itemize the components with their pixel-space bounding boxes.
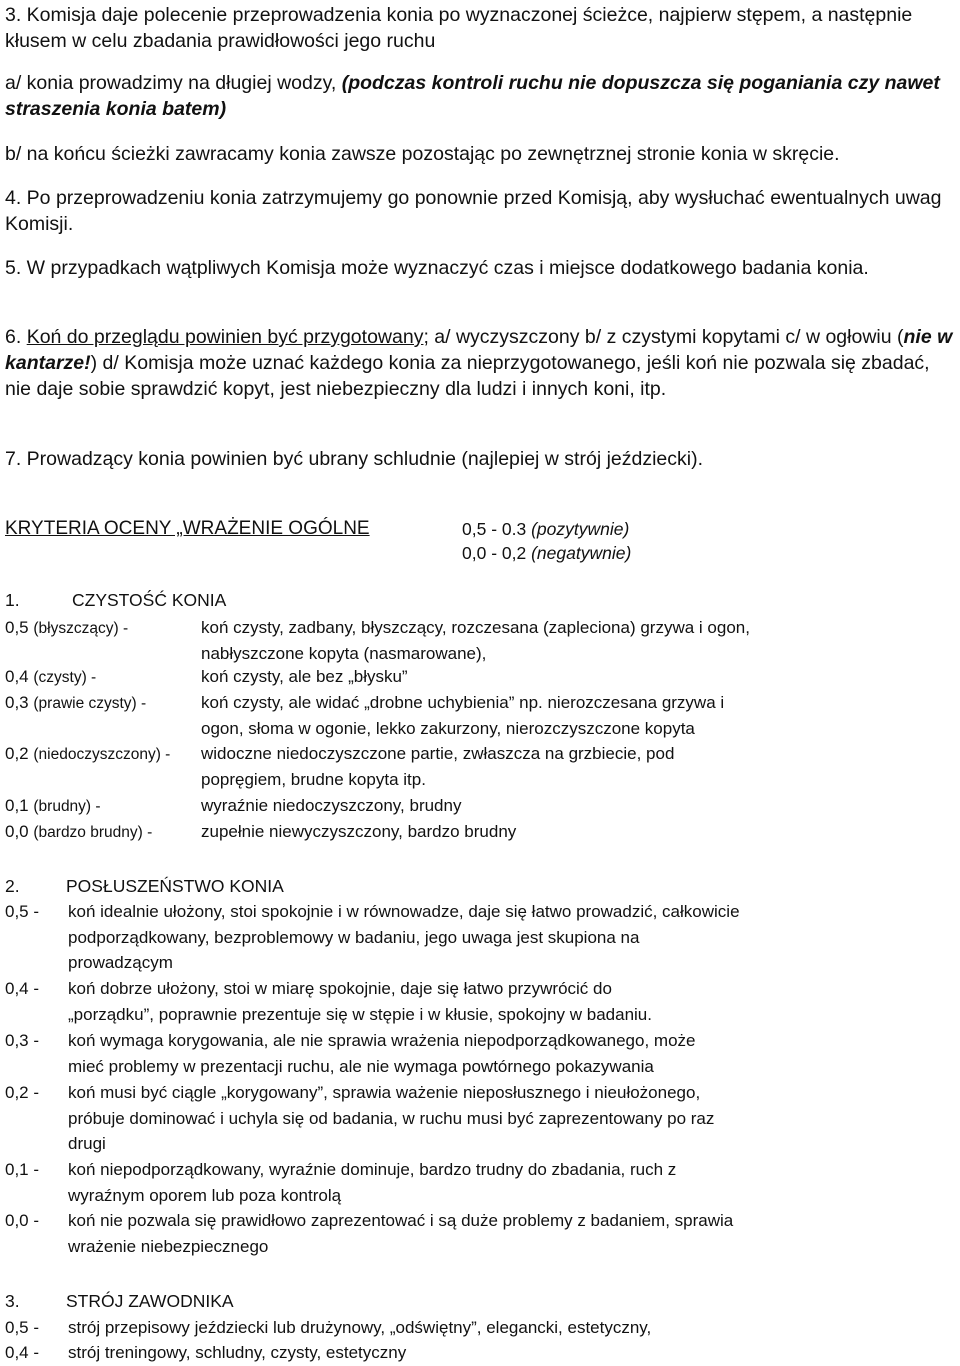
section-3-title: STRÓJ ZAWODNIKA [66, 1291, 234, 1311]
score-value: 0,5 - [5, 902, 40, 921]
score-label [5, 690, 146, 716]
score-description: podporządkowany, bezproblemowy w badaniu, jego uwaga jest skupiona na [68, 927, 640, 947]
section-1-title: CZYSTOŚĆ KONIA [72, 590, 227, 610]
score-description: strój przepisowy jeździecki lub drużynowy, „odświętny”, elegancki, estetyczny, [68, 1318, 652, 1337]
section-3-number: 3. [5, 1291, 20, 1311]
score-label [5, 664, 96, 690]
paragraph-6-rest: ) d/ Komisja może uznać każdego konia za nieprzygotowanego, jeśli koń nie pozwala się zbadać, nie daje sobie sprawdzić kopyt, jest niebezpieczny dla ludzi i innych koni, itp. [5, 352, 930, 400]
score-value: 0,3 - [5, 1031, 40, 1050]
score-description: nabłyszczone kopyta (nasmarowane), [201, 643, 487, 663]
score-value: 0,4 [5, 667, 29, 686]
score-label [5, 615, 128, 641]
score-qualifier: (prawie czysty) - [33, 695, 147, 712]
score-label [5, 741, 170, 767]
section-1-row [5, 615, 955, 666]
score-value: 0,0 - [5, 1211, 40, 1230]
section-2-row [5, 1080, 955, 1157]
score-description: wyraźnym oporem lub poza kontrolą [68, 1185, 342, 1205]
score-value: 0,4 - [5, 979, 40, 998]
score-value: 0,2 - [5, 1083, 40, 1102]
score-value: 0,4 - [5, 1343, 40, 1362]
criteria-positive-range: 0,5 - 0.3 [462, 519, 527, 539]
paragraph-3: 3. Komisja daje polecenie przeprowadzenia konia po wyznaczonej ścieżce, najpierw stępem, a następnie kłusem w celu zbadania prawidłowości jego ruchu [5, 4, 913, 52]
score-label [5, 819, 152, 845]
score-description: koń niepodporządkowany, wyraźnie dominuje, bardzo trudny do zbadania, ruch z [68, 1160, 677, 1179]
score-qualifier: (błyszczący) - [33, 620, 129, 637]
score-description: mieć problemy w prezentacji ruchu, ale nie wymaga powtórnego pokazywania [68, 1056, 654, 1076]
score-description: koń czysty, ale bez „błysku” [201, 667, 408, 686]
score-description: koń wymaga korygowania, ale nie sprawia wrażenia niepodporządkowanego, może [68, 1031, 696, 1050]
score-value: 0,3 [5, 693, 29, 712]
section-2-row [5, 1028, 955, 1079]
paragraph-6-underlined: Koń do przeglądu powinien być przygotowany [26, 326, 424, 348]
section-2-row [5, 1157, 955, 1208]
score-description: wrażenie niebezpiecznego [68, 1236, 269, 1256]
paragraph-5: 5. W przypadkach wątpliwych Komisja może wyznaczyć czas i miejsce dodatkowego badania konia. [5, 257, 869, 279]
score-description: wyraźnie niedoczyszczony, brudny [201, 796, 462, 815]
paragraph-a-text: a/ konia prowadzimy na długiej wodzy, [5, 72, 342, 94]
section-1-row [5, 793, 955, 819]
criteria-positive [462, 517, 629, 541]
score-description: widoczne niedoczyszczone partie, zwłaszcza na grzbiecie, pod [201, 744, 675, 763]
score-description: „porządku”, poprawnie prezentuje się w stępie i w kłusie, spokojny w badaniu. [68, 1004, 652, 1024]
score-value: 0,0 [5, 822, 29, 841]
paragraph-a [5, 70, 955, 122]
score-description: koń czysty, ale widać „drobne uchybienia” np. nierozczesana grzywa i [201, 693, 725, 712]
score-description: próbuje dominować i uchyla się od badania, w ruchu musi być zaprezentowany po raz [68, 1108, 715, 1128]
score-description: koń dobrze ułożony, stoi w miarę spokojnie, daje się łatwo przywrócić do [68, 979, 612, 998]
score-value: 0,5 - [5, 1318, 40, 1337]
score-description: koń idealnie ułożony, stoi spokojnie i w równowadze, daje się łatwo prowadzić, całkowicie [68, 902, 740, 921]
paragraph-7: 7. Prowadzący konia powinien być ubrany schludnie (najlepiej w strój jeździecki). [5, 448, 704, 470]
score-qualifier: (brudny) - [33, 798, 101, 815]
section-2-row [5, 976, 955, 1027]
section-3-row [5, 1340, 955, 1365]
score-description: popręgiem, brudne kopyta itp. [201, 769, 426, 789]
score-description: strój treningowy, schludny, czysty, estetyczny [68, 1343, 407, 1362]
paragraph-4: 4. Po przeprowadzeniu konia zatrzymujemy go ponownie przed Komisją, aby wysłuchać ewentualnych uwag Komisji. [5, 187, 942, 235]
criteria-negative-range: 0,0 - 0,2 [462, 543, 527, 563]
score-description: koń musi być ciągle „korygowany”, sprawia ważenie nieposłusznego i nieułożonego, [68, 1083, 701, 1102]
section-2-title: POSŁUSZEŃSTWO KONIA [66, 876, 284, 896]
score-label [5, 793, 101, 819]
section-3-row [5, 1315, 955, 1340]
section-1-number: 1. [5, 590, 20, 610]
criteria-title: KRYTERIA OCENY „WRAŻENIE OGÓLNE [5, 518, 370, 539]
section-1-row [5, 741, 955, 792]
paragraph-6-mid: ; a/ wyczyszczony b/ z czystymi kopytami c/ w ogłowiu ( [423, 326, 904, 348]
score-value: 0,1 [5, 796, 29, 815]
paragraph-b: b/ na końcu ścieżki zawracamy konia zawsze pozostając po zewnętrznej stronie konia w skręcie. [5, 143, 840, 165]
criteria-negative-label: (negatywnie) [531, 543, 632, 563]
score-description: koń czysty, zadbany, błyszczący, rozczesana (zapleciona) grzywa i ogon, [201, 618, 750, 637]
section-2-row [5, 899, 955, 976]
section-2-row [5, 1208, 955, 1259]
score-value: 0,2 [5, 744, 29, 763]
section-1-row [5, 819, 955, 845]
score-description: ogon, słoma w ogonie, lekko zakurzony, nierozczyszczone kopyta [201, 718, 695, 738]
criteria-positive-label: (pozytywnie) [531, 519, 630, 539]
score-qualifier: (bardzo brudny) - [33, 824, 153, 841]
score-description: koń nie pozwala się prawidłowo zaprezentować i są duże problemy z badaniem, sprawia [68, 1211, 734, 1230]
section-1-row [5, 690, 955, 741]
section-2-number: 2. [5, 876, 20, 896]
score-description: prowadzącym [68, 953, 173, 973]
section-1-row [5, 664, 955, 690]
score-qualifier: (czysty) - [33, 669, 97, 686]
paragraph-6 [5, 324, 955, 402]
score-description: zupełnie niewyczyszczony, bardzo brudny [201, 822, 517, 841]
score-qualifier: (niedoczyszczony) - [33, 746, 171, 763]
paragraph-a-emphasis: (podczas kontroli ruchu nie dopuszcza się poganiania czy nawet straszenia konia batem) [5, 72, 940, 120]
score-value: 0,5 [5, 618, 29, 637]
score-description: drugi [68, 1134, 106, 1154]
paragraph-6-emphasis: nie w kantarze! [5, 326, 953, 374]
score-value: 0,1 - [5, 1160, 40, 1179]
paragraph-6-number: 6. [5, 326, 27, 348]
criteria-negative [462, 541, 631, 565]
